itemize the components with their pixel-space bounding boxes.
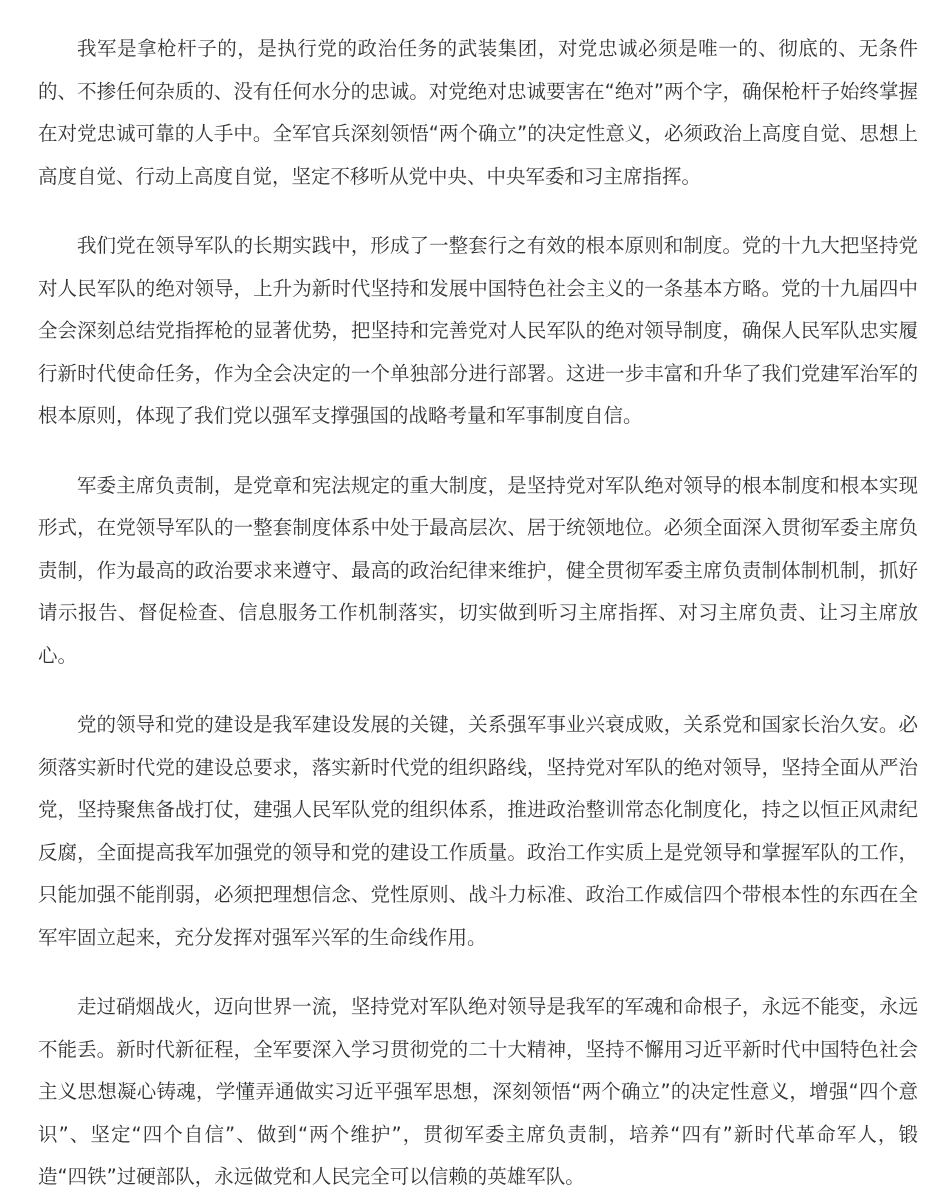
- article-paragraph-3: 军委主席负责制，是党章和宪法规定的重大制度，是坚持党对军队绝对领导的根本制度和根本实现形式，在党领导军队的一整套制度体系中处于最高层次、居于统领地位。必须全面深入贯彻军委主席负责制，作为最高的政治要求来遵守、最高的政治纪律来维护，健全贯彻军委主席负责制体制机制，抓好请示报告、督促检查、信息服务工作机制落实，切实做到听习主席指挥、对习主席负责、让习主席放心。: [38, 473, 918, 667]
- article-body: [38, 28, 918, 1199]
- article-paragraph-4: 党的领导和党的建设是我军建设发展的关键，关系强军事业兴衰成败，关系党和国家长治久安。必须落实新时代党的建设总要求，落实新时代党的组织路线，坚持党对军队的绝对领导，坚持全面从严治党，坚持聚焦备战打仗，建强人民军队党的组织体系，推进政治整训常态化制度化，持之以恒正风肃纪反腐，全面提高我军加强党的领导和党的建设工作质量。政治工作实质上是党领导和掌握军队的工作，只能加强不能削弱，必须把理想信念、党性原则、战斗力标准、政治工作威信四个带根本性的东西在全军牢固立起来，充分发挥对强军兴军的生命线作用。: [38, 713, 918, 949]
- article-paragraph-2: 我们党在领导军队的长期实践中，形成了一整套行之有效的根本原则和制度。党的十九大把坚持党对人民军队的绝对领导，上升为新时代坚持和发展中国特色社会主义的一条基本方略。党的十九届四中全会深刻总结党指挥枪的显著优势，把坚持和完善党对人民军队的绝对领导制度，确保人民军队忠实履行新时代使命任务，作为全会决定的一个单独部分进行部署。这进一步丰富和升华了我们党建军治军的根本原则，体现了我们党以强军支撑强国的战略考量和军事制度自信。: [38, 234, 918, 427]
- article-paragraph-1: 我军是拿枪杆子的，是执行党的政治任务的武装集团，对党忠诚必须是唯一的、彻底的、无条件的、不掺任何杂质的、没有任何水分的忠诚。对党绝对忠诚要害在“绝对”两个字，确保枪杆子始终掌握在对党忠诚可靠的人手中。全军官兵深刻领悟“两个确立”的决定性意义，必须政治上高度自觉、思想上高度自觉、行动上高度自觉，坚定不移听从党中央、中央军委和习主席指挥。: [38, 37, 918, 188]
- article-paragraph-5: 走过硝烟战火，迈向世界一流，坚持党对军队绝对领导是我军的军魂和命根子，永远不能变，永远不能丢。新时代新征程，全军要深入学习贯彻党的二十大精神，坚持不懈用习近平新时代中国特色社会主义思想凝心铸魂，学懂弄通做实习近平强军思想，深刻领悟“两个确立”的决定性意义，增强“四个意识”、坚定“四个自信”、做到“两个维护”，贯彻军委主席负责制，培养“四有”新时代革命军人，锻造“四铁”过硬部队，永远做党和人民完全可以信赖的英雄军队。: [38, 995, 918, 1188]
